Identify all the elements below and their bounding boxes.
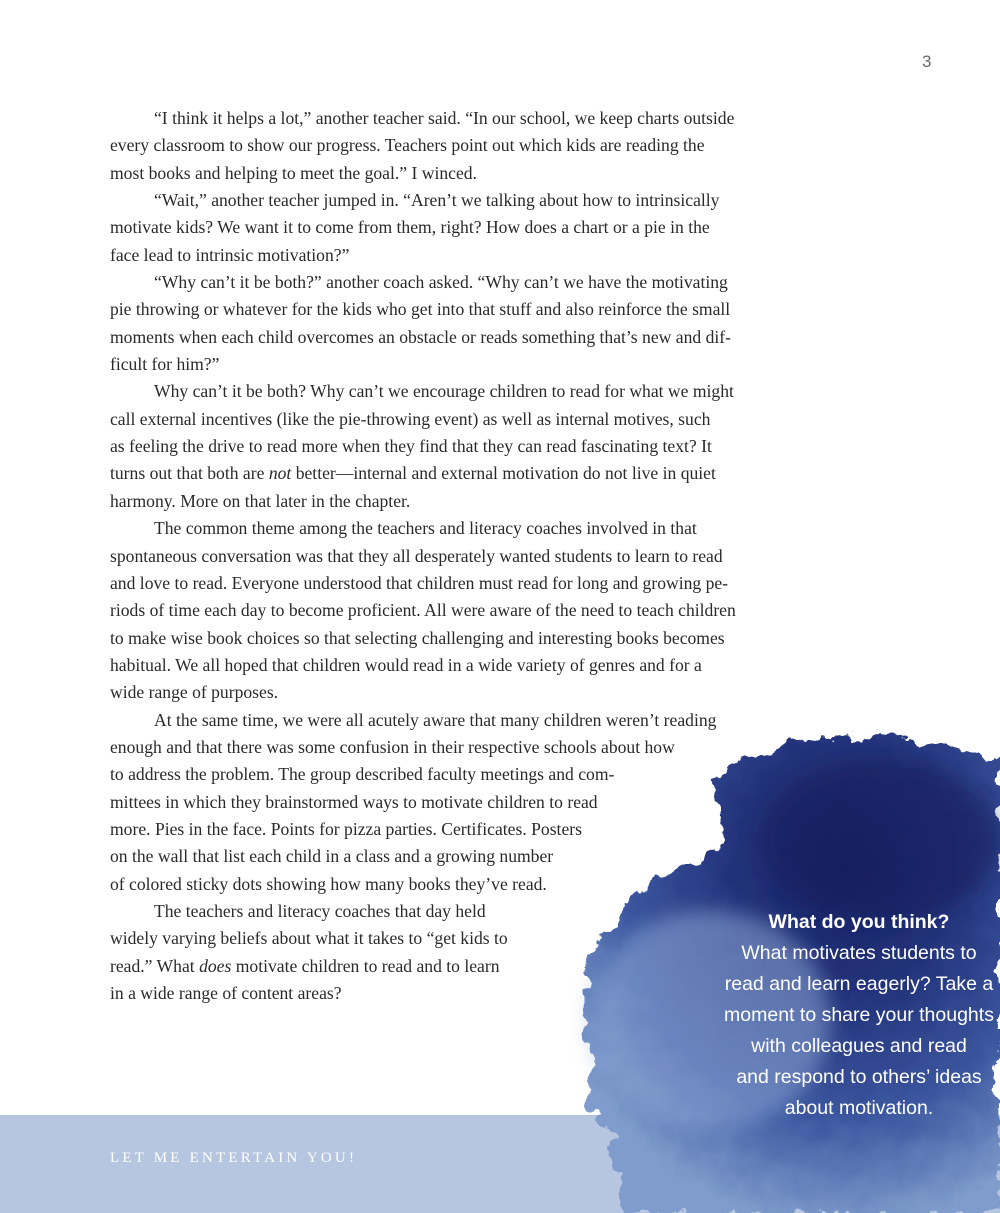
callout-line: moment to share your thoughts [724,1004,994,1026]
text-line: to address the problem. The group described faculty meetings and com- [110,764,615,785]
text-line: motivate kids? We want it to come from them, right? How does a chart or a pie in the [110,217,710,238]
text-line: enough and that there was some confusion in their respective schools about how [110,736,675,757]
callout-heading: What do you think? [768,911,950,933]
text-line: riods of time each day to become proficient. All were aware of the need to teach children [110,600,736,621]
text-line: “Wait,” another teacher jumped in. “Aren’t we talking about how to intrinsically [154,190,720,211]
text-line [110,953,736,980]
text-line: mittees in which they brainstormed ways to motivate children to read [110,791,598,812]
text-line: The common theme among the teachers and literacy coaches involved in that [154,518,697,539]
text-line: most books and helping to meet the goal.” I winced. [110,162,477,183]
text-run: motivate children to read and to learn [231,955,500,976]
text-line: ficult for him?” [110,354,220,375]
text-line: to make wise book choices so that selecting challenging and interesting books becomes [110,627,725,648]
body-text [110,105,736,1007]
ink-dark-core [760,760,1000,920]
running-title: LET ME ENTERTAIN YOU! [110,1150,358,1166]
text-line: At the same time, we were all acutely aware that many children weren’t reading [154,709,717,730]
text-line: more. Pies in the face. Points for pizza parties. Certificates. Posters [110,818,582,839]
callout-line: with colleagues and read [751,1035,967,1057]
text-line: habitual. We all hoped that children would read in a wide variety of genres and for a [110,654,702,675]
emphasis-not: not [268,463,292,484]
text-line: call external incentives (like the pie-throwing event) as well as internal motives, such [110,408,711,429]
text-line: “Why can’t it be both?” another coach asked. “Why can’t we have the motivating [154,272,728,293]
text-line: widely varying beliefs about what it takes to “get kids to [110,928,508,949]
callout-line: about motivation. [784,1097,934,1119]
text-line: on the wall that list each child in a class and a growing number [110,846,554,867]
discussion-callout [664,907,1000,1124]
text-line: as feeling the drive to read more when they find that they can read fascinating text? It [110,436,712,457]
text-line: moments when each child overcomes an obstacle or reads something that’s new and dif- [110,326,731,347]
text-line: in a wide range of content areas? [110,983,342,1003]
text-line: harmony. More on that later in the chapter. [110,490,411,511]
text-line: Why can’t it be both? Why can’t we encourage children to read for what we might [154,381,734,402]
callout-line: and respond to others’ ideas [736,1066,982,1088]
text-line: every classroom to show our progress. Teachers point out which kids are reading the [110,135,705,156]
emphasis-does: does [199,955,232,976]
text-line: and love to read. Everyone understood that children must read for long and growing pe- [110,572,729,593]
text-line: spontaneous conversation was that they all desperately wanted students to learn to read [110,545,723,566]
text-run: turns out that both are [110,463,269,484]
text-run: read.” What [110,955,200,976]
callout-line: read and learn eagerly? Take a [724,973,994,995]
text-line [110,460,736,487]
text-line: pie throwing or whatever for the kids who get into that stuff and also reinforce the small [110,299,731,320]
callout-line: What motivates students to [741,942,977,964]
page-number: 3 [922,52,932,71]
text-line: The teachers and literacy coaches that day held [154,900,486,921]
text-line: wide range of purposes. [110,682,279,703]
text-line: of colored sticky dots showing how many books they’ve read. [110,873,547,894]
text-line: “I think it helps a lot,” another teacher said. “In our school, we keep charts outside [154,108,735,128]
text-line: face lead to intrinsic motivation?” [110,244,350,265]
text-run: better—internal and external motivation do not live in quiet [291,463,716,484]
